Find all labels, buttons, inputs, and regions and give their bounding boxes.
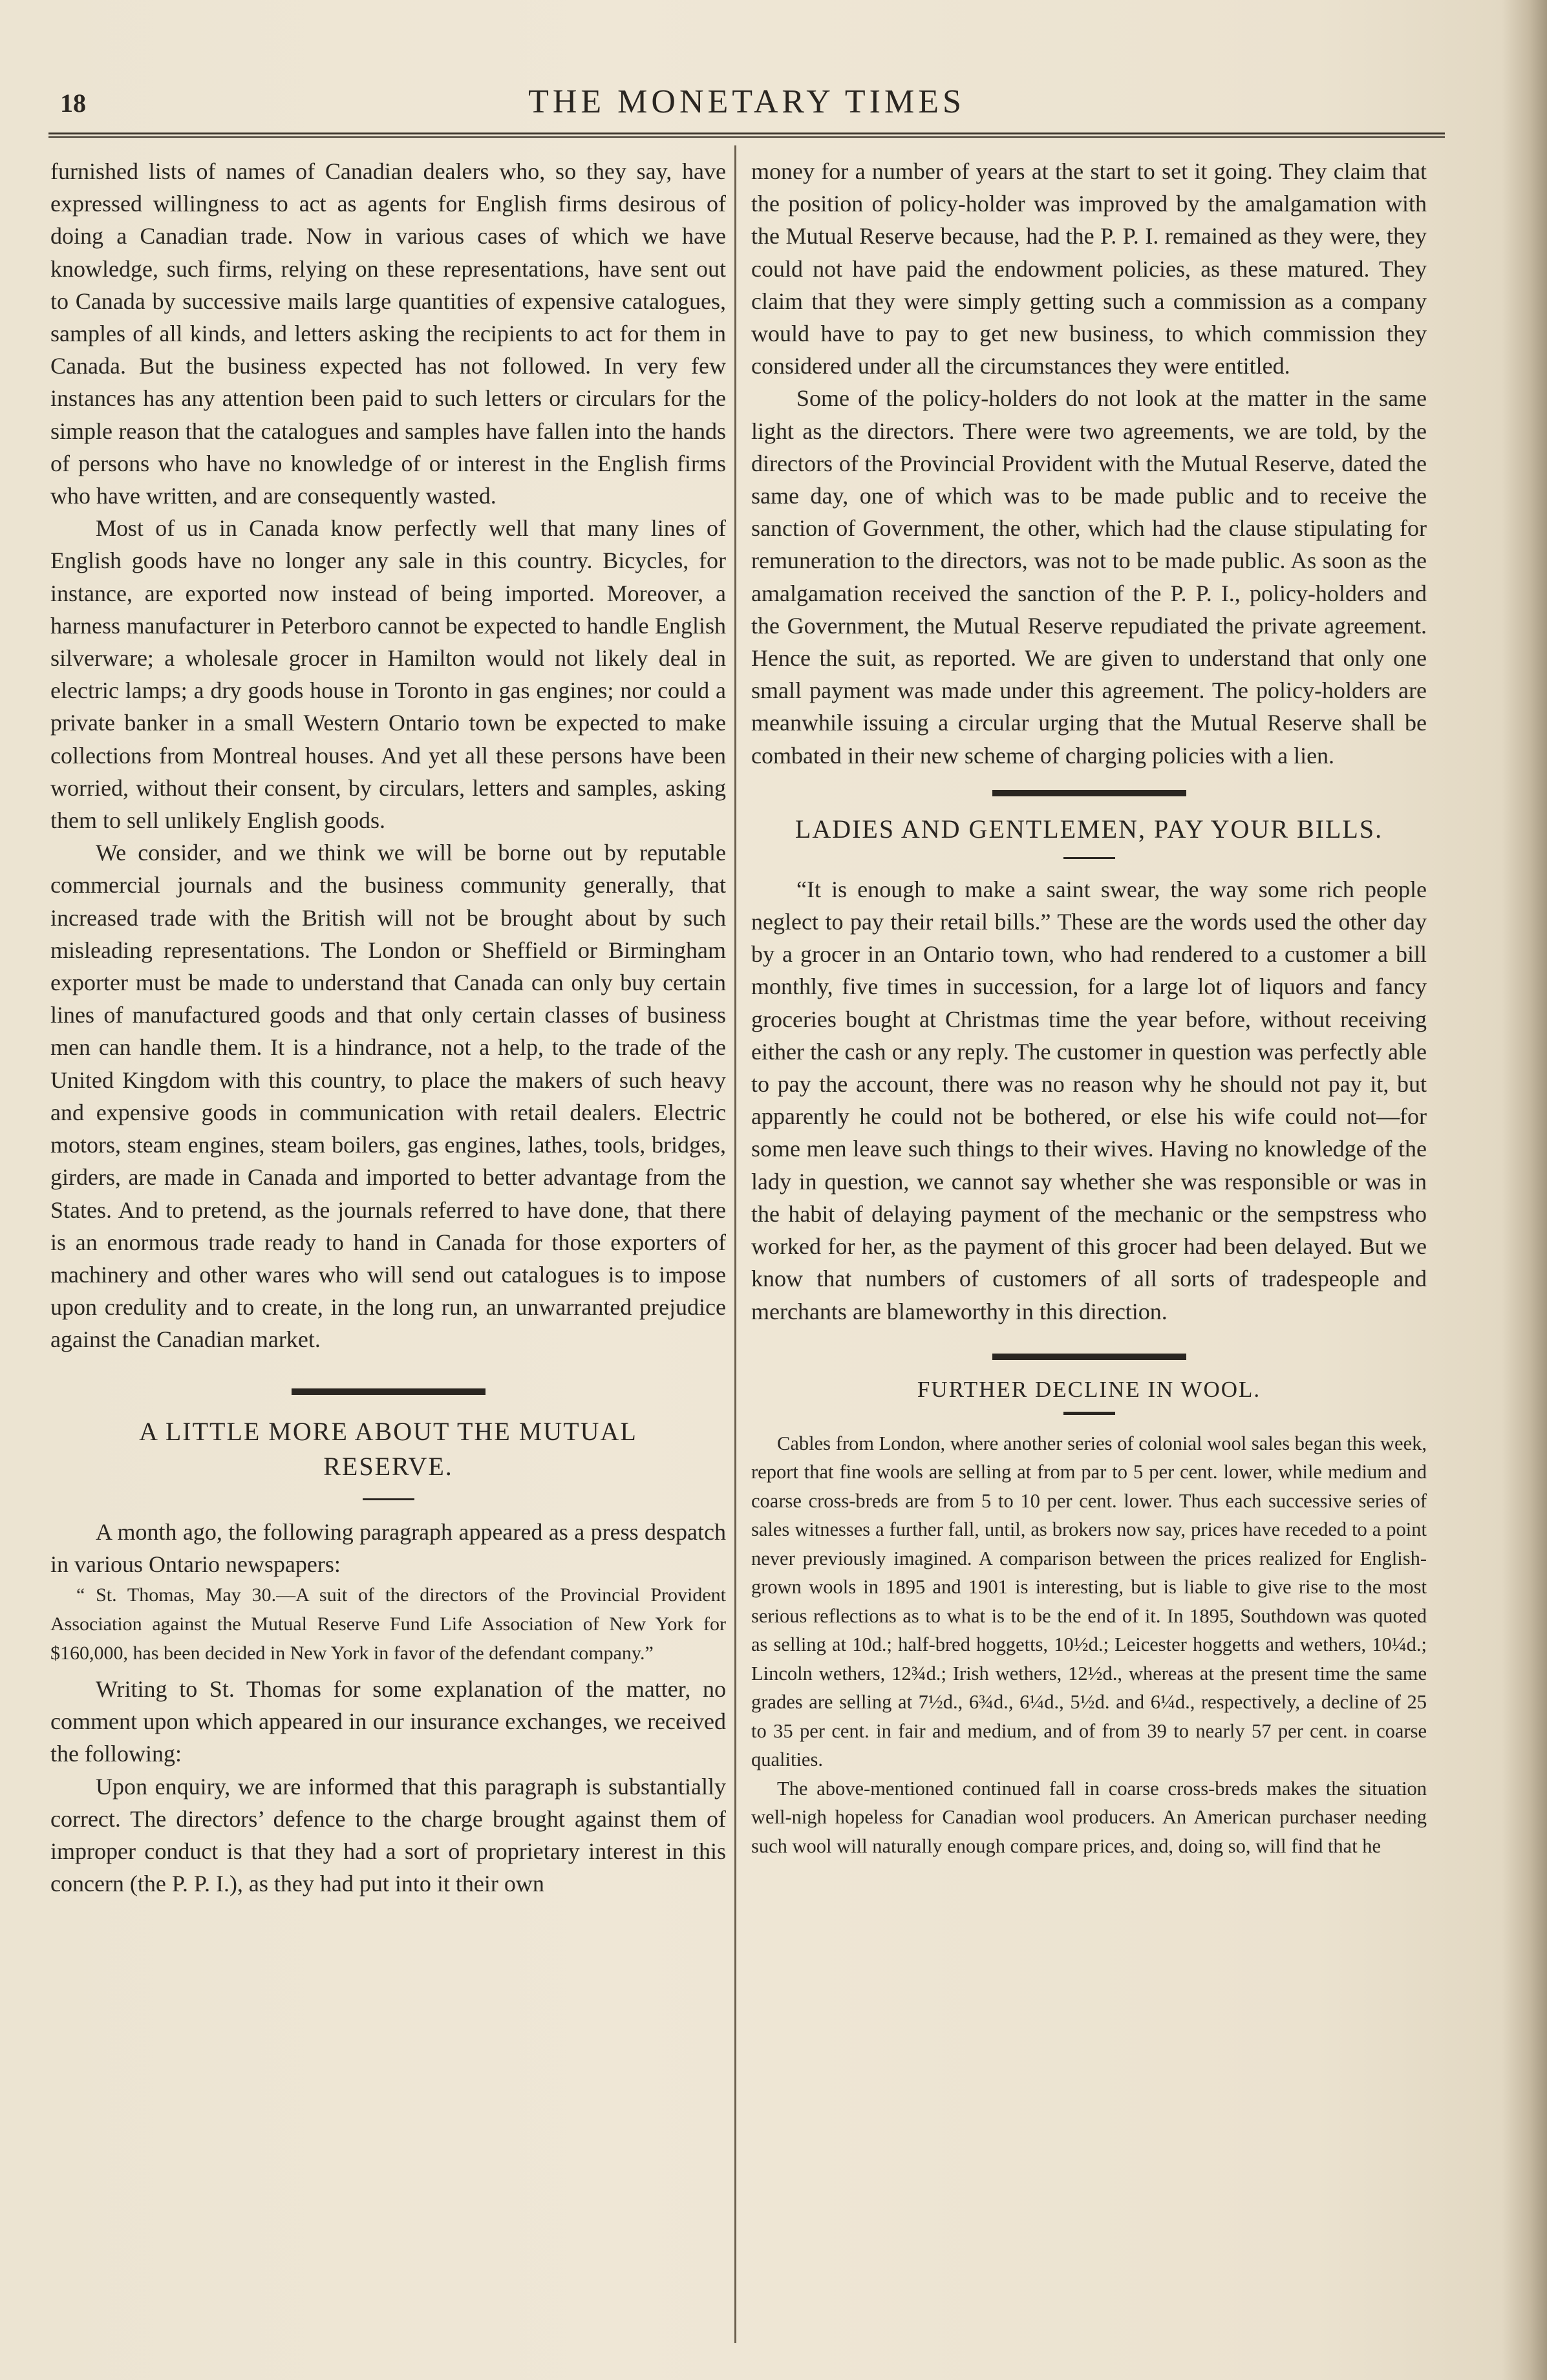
section-separator bbox=[992, 1354, 1186, 1360]
section-heading: LADIES AND GENTLEMEN, PAY YOUR BILLS. bbox=[795, 814, 1383, 844]
paragraph: Some of the policy-holders do not look at the matter in the same light as the directors. There were two agreements, we are told, by the directors of the Provincial Provident with the Mutual Reserve, dated the same day, one of which was to be made public and to receive the sanction of Government, the other, which had the clause stipulating for remuneration to the directors, was not to be made public. As soon as the amalgamation received the sanction of the P. P. I., policy-holders and the Government, the Mutual Reserve repudiated the private agreement. Hence the suit, as reported. We are given to understand that only one small payment was made under this agreement. The policy-holders are meanwhile issuing a circular urging that the Mutual Reserve shall be combated in their new scheme of charging policies with a lien. bbox=[751, 385, 1427, 769]
paragraph: Writing to St. Thomas for some explanation of the matter, no comment upon which appeared in our insurance exchanges, we received the following: bbox=[50, 1675, 726, 1767]
left-column bbox=[50, 155, 726, 1900]
header-rule bbox=[48, 133, 1445, 138]
section-separator bbox=[292, 1388, 485, 1395]
quoted-dispatch: “ St. Thomas, May 30.—A suit of the directors of the Provincial Provident Association against the Mutual Reserve Fund Life Association of New York for $160,000, has been decided in New York in favor of the defendant company.” bbox=[50, 1584, 726, 1664]
right-column bbox=[751, 155, 1427, 1860]
page-header bbox=[48, 83, 1445, 128]
paragraph: Upon enquiry, we are informed that this paragraph is substantially correct. The directors’ defence to the charge brought against them of improper conduct is that they had a sort of proprietary interest in this concern (the P. P. I.), as they had put into it their own bbox=[50, 1773, 726, 1897]
column-divider bbox=[734, 145, 736, 2343]
paragraph: money for a number of years at the start to set it going. They claim that the position of policy-holder was improved by the amalgamation with the Mutual Reserve because, had the P. P. I. remained as they were, they could not have paid the endowment policies, as these matured. They claim that they were simply getting such a commission as a company would have to pay to get new business, to which commission they considered under all the circumstances they were entitled. bbox=[751, 158, 1427, 379]
paragraph: Cables from London, where another series of colonial wool sales began this week, report that fine wools are selling at from par to 5 per cent. lower, while medium and coarse cross-breds are from 5 to 10 per cent. lower. Thus each successive series of sales witnesses a further fall, until, as brokers now say, prices have receded to a point never previously imagined. A comparison between the prices realized for English-grown wools in 1895 and 1901 is interesting, but is liable to give rise to the most serious reflections as to what is to be the end of it. In 1895, Southdown was quoted as selling at 10d.; half-bred hoggetts, 10½d.; Leicester hoggetts and wethers, 10¼d.; Lincoln wethers, 12¾d.; Irish wethers, 12½d., whereas at the present time the same grades are selling at 7½d., 6¾d., 6¼d., 5½d. and 6¼d., respectively, a decline of 25 to 35 per cent. in fair and medium, and of from 39 to nearly 57 per cent. in coarse qualities. bbox=[751, 1432, 1427, 1771]
paragraph: The above-mentioned continued fall in coarse cross-breds makes the situation well-nigh hopeless for Canadian wool producers. An American purchaser needing such wool will naturally enough compare prices, and, doing so, will find that he bbox=[751, 1777, 1427, 1857]
paragraph: A month ago, the following paragraph appeared as a press despatch in various Ontario newspapers: bbox=[50, 1518, 726, 1577]
paragraph: “It is enough to make a saint swear, the way some rich people neglect to pay their retail bills.” These are the words used the other day by a grocer in an Ontario town, who had rendered to a customer a bill monthly, five times in succession, for a large lot of liquors and fancy groceries bought at Christmas time the year before, without receiving either the cash or any reply. The customer in question was perfectly able to pay the account, there was no reason why he should not pay it, but apparently he could not be bothered, or else his wife could not—for some men leave such things to their wives. Having no knowledge of the lady in question, we cannot say whether she was responsible or was in the habit of delaying payment of the mechanic or the sempstress who worked for her, as the payment of this grocer had been delayed. But we know that numbers of customers of all sorts of tradespeople and merchants are blameworthy in this direction. bbox=[751, 876, 1427, 1324]
section-heading: FURTHER DECLINE IN WOOL. bbox=[917, 1376, 1261, 1402]
paragraph: Most of us in Canada know perfectly well that many lines of English goods have no longer any sale in this country. Bicycles, for instance, are exported now instead of being imported. Moreover, a harness manufacturer in Peterboro cannot be expected to handle English silverware; a wholesale grocer in Hamilton would not likely deal in electric lamps; a dry goods house in Toronto in gas engines; nor could a private banker in a small Western Ontario town be expected to make collections from Montreal houses. And yet all these persons have been worried, without their consent, by circulars, letters and samples, asking them to sell unlikely English goods. bbox=[50, 515, 726, 834]
page-number: 18 bbox=[60, 89, 86, 118]
paragraph: We consider, and we think we will be borne out by reputable commercial journals and the business community generally, that increased trade with the British will not be brought about by such misleading representations. The London or Sheffield or Birmingham exporter must be made to understand that Canada can only buy certain lines of manufactured goods and that only certain classes of business men can handle them. It is a hindrance, not a help, to the trade of the United Kingdom with this country, to place the makers of such heavy and expensive goods in communication with retail dealers. Electric motors, steam engines, steam boilers, gas engines, lathes, tools, bridges, girders, are made in Canada and imported to better advantage from the States. And to pretend, as the journals referred to have done, that there is an enormous trade ready to hand in Canada for those exporters of machinery and other wares who will send out catalogues is to impose upon credulity and to create, in the long run, an unwarranted prejudice against the Canadian market. bbox=[50, 840, 726, 1353]
section-separator bbox=[992, 790, 1186, 796]
masthead-title: THE MONETARY TIMES bbox=[528, 83, 965, 120]
section-heading: A LITTLE MORE ABOUT THE MUTUAL RESERVE. bbox=[139, 1416, 637, 1481]
page-edge-shadow bbox=[1502, 0, 1547, 2380]
paragraph: furnished lists of names of Canadian dealers who, so they say, have expressed willingness to act as agents for English firms desirous of doing a Canadian trade. Now in various cases of which we have knowledge, such firms, relying on these representations, have sent out to Canada by successive mails large quantities of expensive catalogues, samples of all kinds, and letters asking the recipients to act for them in Canada. But the business expected has not followed. In very few instances has any attention been paid to such letters or circulars for the simple reason that the catalogues and samples have fallen into the hands of persons who have no knowledge of or interest in the English firms who have written, and are consequently wasted. bbox=[50, 158, 726, 509]
